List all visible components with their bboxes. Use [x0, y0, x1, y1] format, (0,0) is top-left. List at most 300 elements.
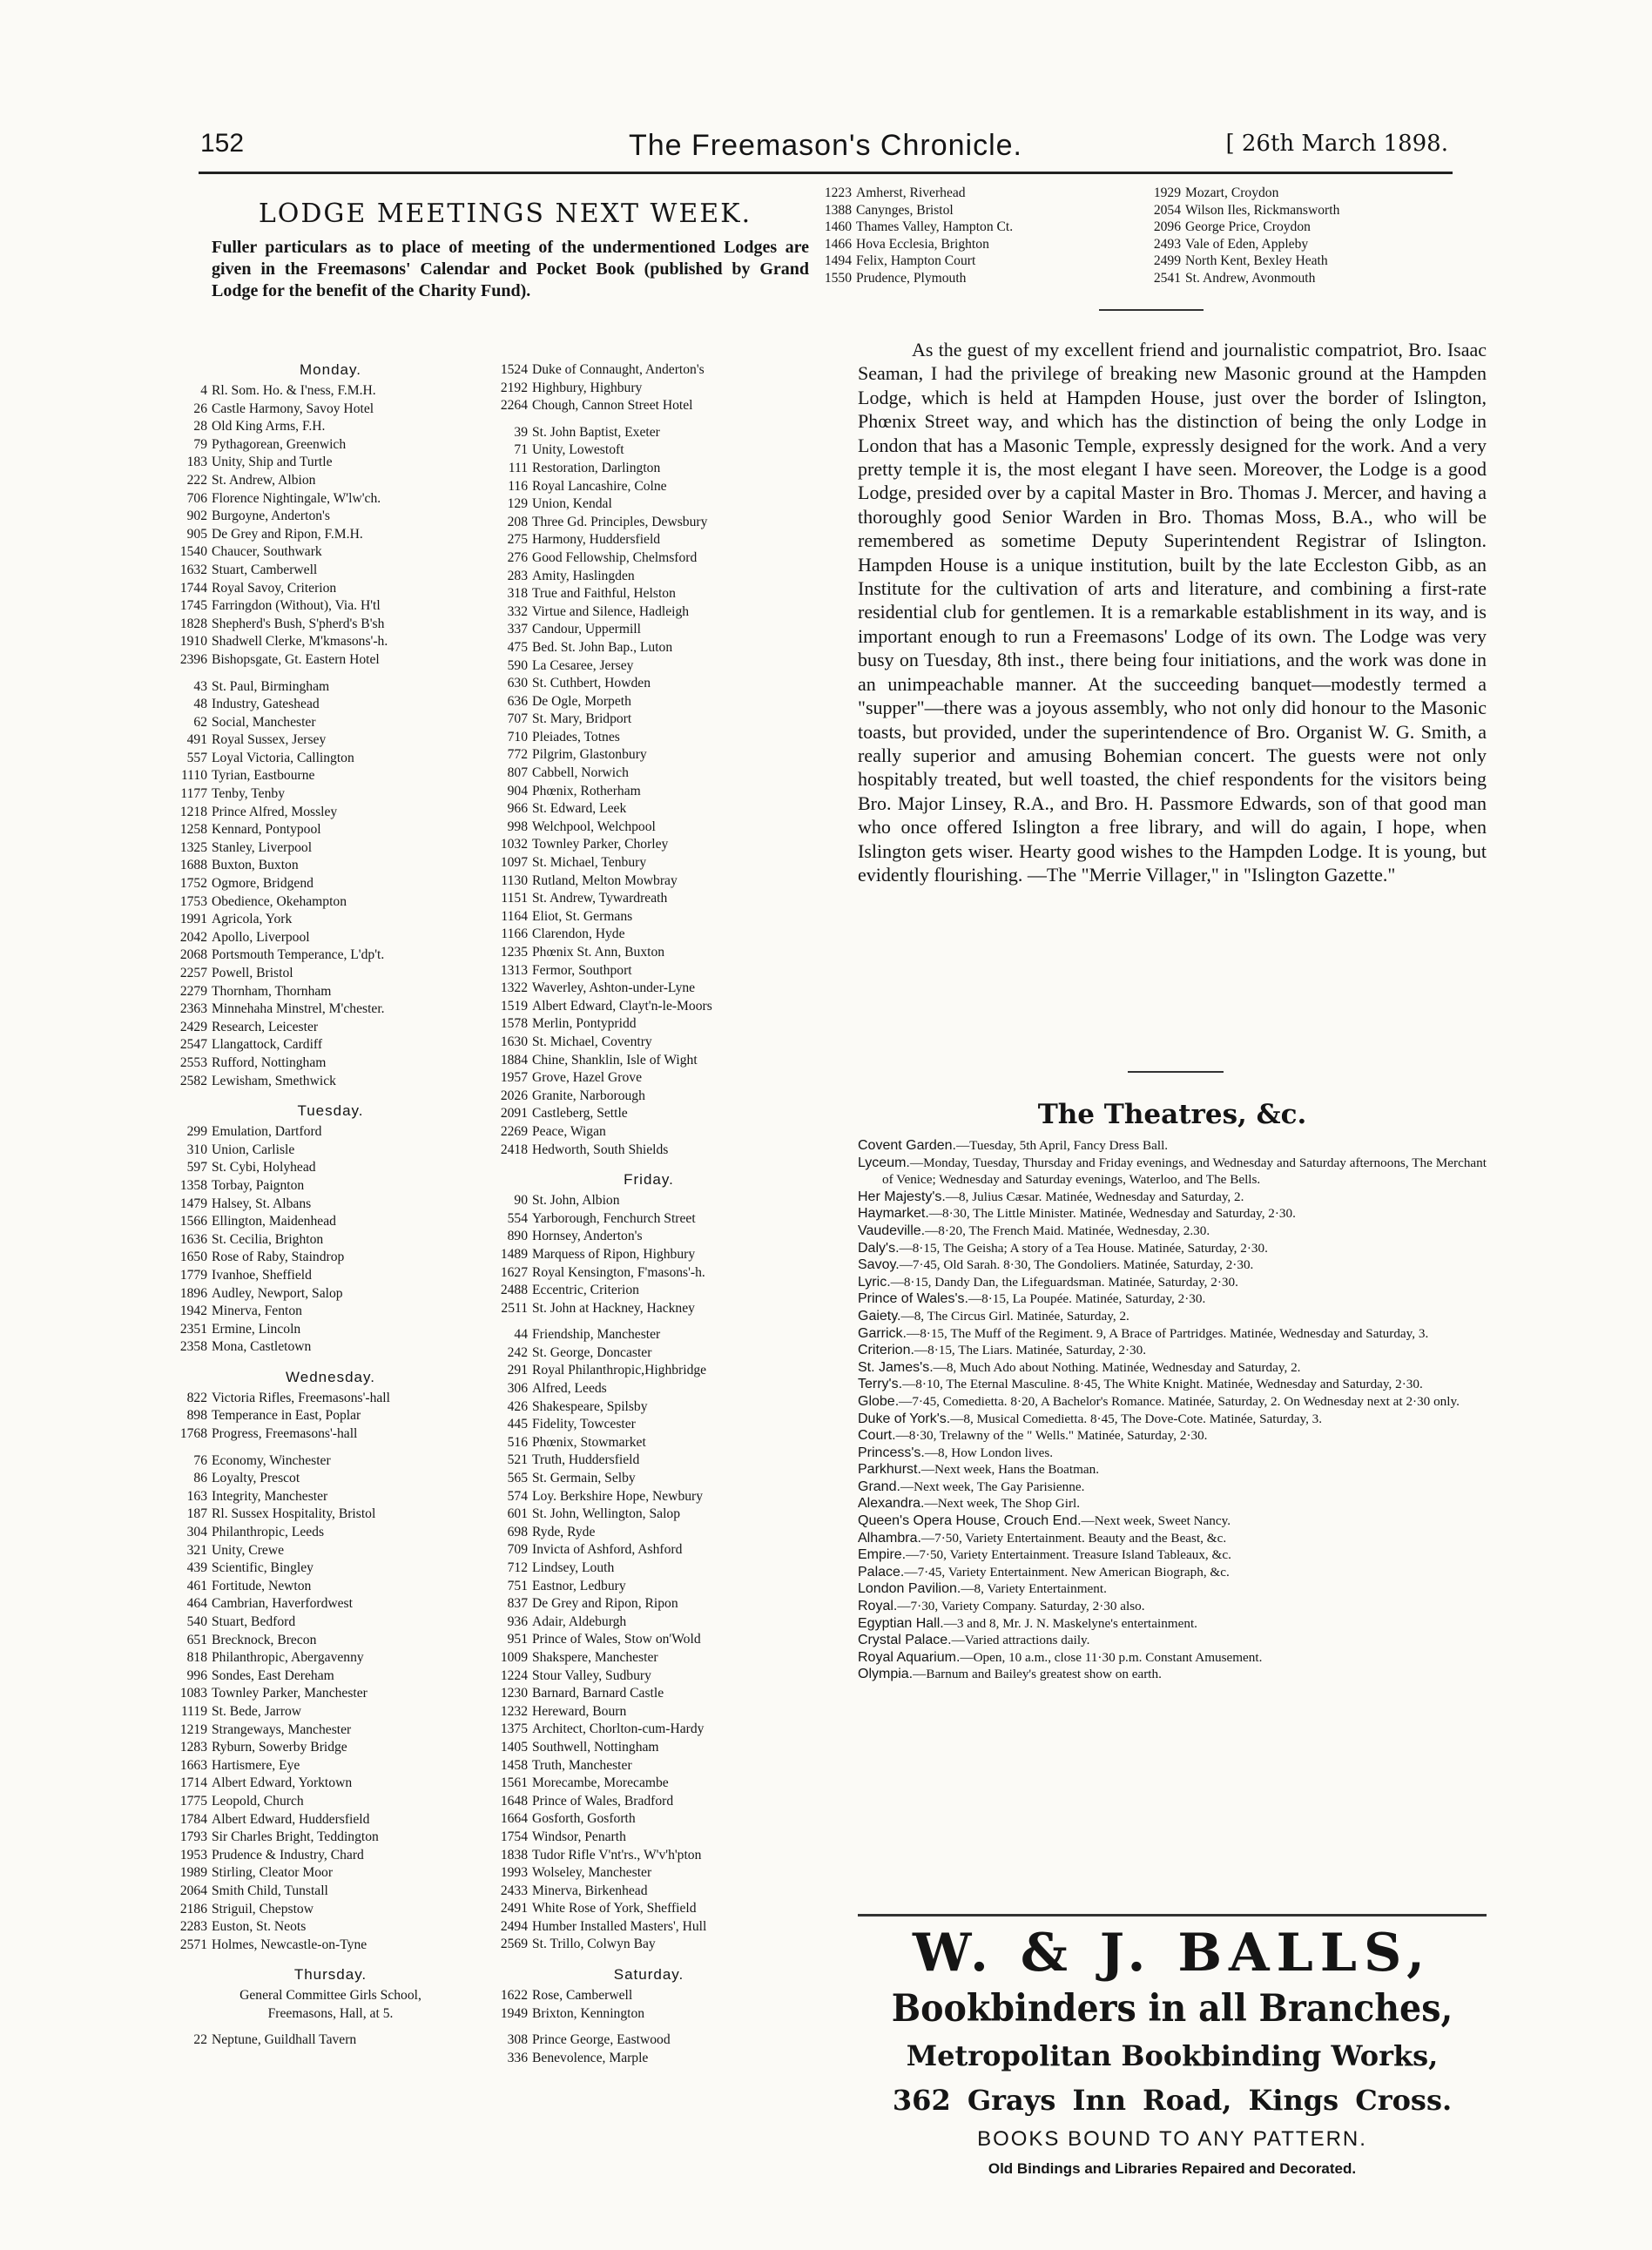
- lodge-name: Brixton, Kennington: [532, 2005, 645, 2021]
- lodge-name: Torbay, Paignton: [212, 1177, 305, 1193]
- lodge-name: Eccentric, Criterion: [532, 1283, 639, 1298]
- theatre-details: —7·45, Variety Entertainment. New American Biograph, &c.: [904, 1564, 1230, 1580]
- lodge-number: 1752: [179, 876, 207, 892]
- lodge-number: 1479: [179, 1196, 207, 1211]
- theatre-name: Globe.: [858, 1393, 900, 1409]
- lodge-number: 1993: [500, 1865, 528, 1881]
- lodge-entry: [488, 1264, 810, 1283]
- lodge-name: Southwell, Nottingham: [532, 1739, 659, 1755]
- lodge-name: Obedience, Okehampton: [212, 893, 347, 909]
- lodge-name: Llangattock, Cardiff: [212, 1037, 323, 1053]
- lodge-entry: [488, 1524, 810, 1542]
- lodge-entry: [488, 603, 810, 622]
- lodge-number: 26: [193, 401, 207, 416]
- lodge-entry: [167, 893, 494, 912]
- lodge-name: Thornham, Thornham: [212, 983, 332, 999]
- lodge-entry: [488, 380, 810, 398]
- lodge-name: Minerva, Birkenhead: [532, 1883, 648, 1898]
- day-heading: Monday.: [300, 361, 361, 378]
- lodge-entry: [488, 1703, 810, 1721]
- lodge-name: Grove, Hazel Grove: [532, 1070, 642, 1086]
- lodge-number: 2026: [500, 1088, 528, 1103]
- theatre-details: —Next week, Sweet Nancy.: [1081, 1513, 1231, 1529]
- lodge-name: Stuart, Camberwell: [212, 562, 318, 577]
- lodge-name: Cambrian, Haverfordwest: [212, 1596, 353, 1612]
- lodge-entry: [167, 1847, 494, 1865]
- lodge-name: Ryburn, Sowerby Bridge: [212, 1740, 347, 1755]
- lodge-entry: [167, 1407, 494, 1425]
- lodge-entry: [488, 1015, 810, 1034]
- lodge-name: Eastnor, Ledbury: [532, 1578, 626, 1593]
- lodge-name: Minerva, Fenton: [212, 1304, 302, 1319]
- lodge-entry: [488, 621, 810, 639]
- lodge-entry: [812, 253, 1160, 270]
- lodge-name: St. Bede, Jarrow: [212, 1703, 302, 1719]
- lodge-entry: [167, 1578, 494, 1596]
- lodge-entry: [167, 1303, 494, 1321]
- lodge-number: 283: [507, 568, 528, 583]
- lodge-name: Integrity, Manchester: [212, 1488, 328, 1504]
- lodge-number: 966: [507, 801, 528, 817]
- lodge-name: Bed. St. John Bap., Luton: [532, 639, 673, 655]
- lodge-name: Philanthropic, Abergavenny: [212, 1650, 364, 1666]
- lodge-name: Eliot, St. Germans: [532, 908, 633, 924]
- lodge-number: 951: [507, 1632, 528, 1647]
- theatre-listing: [858, 1461, 1487, 1479]
- lodge-entry: [1141, 270, 1489, 287]
- advert-company-name: W. & J. BALLS,: [912, 1923, 1433, 1984]
- lodge-number: 1283: [179, 1740, 207, 1755]
- lodge-name: De Ogle, Morpeth: [532, 693, 631, 709]
- lodge-entry: [488, 1757, 810, 1775]
- lodge-entry: [167, 1019, 494, 1037]
- lodge-number: 565: [507, 1471, 528, 1486]
- lodge-name: Fortitude, Newton: [212, 1578, 312, 1593]
- lodge-entry: [488, 746, 810, 765]
- lodge-name: Royal Sussex, Jersey: [212, 732, 327, 748]
- lodge-number: 129: [507, 496, 528, 512]
- lodge-name: Morecambe, Morecambe: [532, 1775, 669, 1791]
- lodge-entry: [488, 693, 810, 711]
- lodge-name: St. Andrew, Tywardreath: [532, 891, 668, 906]
- lodge-number: 1627: [500, 1264, 528, 1280]
- lodge-name: St. Cecilia, Brighton: [212, 1231, 324, 1247]
- theatre-listing: [858, 1359, 1487, 1377]
- lodge-number: 2283: [179, 1919, 207, 1935]
- lodge-name: Rose, Camberwell: [532, 1988, 633, 2004]
- lodge-number: 426: [507, 1398, 528, 1414]
- lodge-name: Rufford, Nottingham: [212, 1054, 327, 1070]
- lodge-name: Hereward, Bourn: [532, 1703, 627, 1719]
- lodge-name: Chough, Cannon Street Hotel: [532, 398, 693, 414]
- day-heading: Tuesday.: [297, 1102, 364, 1120]
- lodge-name: Fidelity, Towcester: [532, 1417, 636, 1432]
- lodge-entry: [167, 1213, 494, 1231]
- lodge-entry: [488, 944, 810, 962]
- lodge-name: Euston, St. Neots: [212, 1919, 307, 1935]
- lodge-entry: [488, 2050, 810, 2068]
- lodge-entry: [167, 1685, 494, 1703]
- theatre-details: —8·30, Trelawny of the " Wells." Matinée, Saturday, 2·30.: [895, 1428, 1208, 1444]
- theatre-name: Egyptian Hall.: [858, 1615, 944, 1631]
- lodge-name: Hova Ecclesia, Brighton: [856, 236, 989, 252]
- lodge-name: Cabbell, Norwich: [532, 765, 629, 781]
- lodge-name: Leopold, Church: [212, 1793, 304, 1809]
- lodge-entry: [812, 219, 1160, 236]
- day-heading: Wednesday.: [286, 1368, 375, 1385]
- theatre-name: Her Majesty's.: [858, 1189, 946, 1204]
- lodge-number: 1744: [179, 580, 207, 596]
- lodge-name: Phœnix, Stowmarket: [532, 1434, 646, 1450]
- lodge-number: 1325: [179, 839, 207, 855]
- lodge-number: 187: [186, 1506, 207, 1522]
- lodge-column-2: [488, 361, 810, 2067]
- lodge-number: 90: [514, 1193, 528, 1209]
- lodge-entry: [488, 1105, 810, 1123]
- lodge-number: 2433: [500, 1883, 528, 1898]
- lodge-entry: [488, 1398, 810, 1417]
- theatre-name: Haymarket.: [858, 1206, 929, 1222]
- lodge-number: 2396: [179, 651, 207, 667]
- lodge-name: Albert Edward, Huddersfield: [212, 1811, 370, 1827]
- lodge-entry: [488, 441, 810, 460]
- lodge-name: Waverley, Ashton-under-Lyne: [532, 980, 696, 996]
- theatre-details: —8, Julius Cæsar. Matinée, Wednesday and Saturday, 2.: [945, 1189, 1244, 1204]
- lodge-number: 905: [186, 526, 207, 542]
- theatre-listing: [858, 1580, 1487, 1598]
- lodge-name: Sondes, East Dereham: [212, 1667, 334, 1683]
- lodge-name: Benevolence, Marple: [532, 2050, 649, 2065]
- lodge-name: Royal Philanthropic,Highbridge: [532, 1363, 707, 1378]
- theatre-details: —Barnum and Bailey's greatest show on earth.: [913, 1667, 1162, 1682]
- lodge-name: Shakspere, Manchester: [532, 1649, 658, 1665]
- lodge-number: 1166: [501, 926, 528, 942]
- lodge-name: Smith Child, Tunstall: [212, 1883, 328, 1898]
- page-header: [199, 129, 1453, 174]
- theatre-listing: [858, 1189, 1487, 1206]
- lodge-name: St. John Baptist, Exeter: [532, 424, 660, 440]
- lodge-entry: [167, 562, 494, 580]
- lodge-name: Welchpool, Welchpool: [532, 818, 656, 834]
- lodge-entry: [167, 1775, 494, 1793]
- lodge-entry: [488, 1649, 810, 1667]
- lodge-entry: [488, 926, 810, 944]
- lodge-entry: [167, 1425, 494, 1444]
- lodge-number: 2582: [179, 1073, 207, 1088]
- lodge-entry: [167, 1560, 494, 1578]
- theatre-details: —Monday, Tuesday, Thursday and Friday evenings, and Wednesday and Saturday afternoons, The Merchant of Venice; Wednesday and Saturday evenings, Waterloo, and The Bells.: [882, 1155, 1487, 1188]
- lodge-number: 1218: [179, 804, 207, 819]
- theatre-name: Royal.: [858, 1599, 898, 1614]
- theatre-details: —8·10, The Eternal Masculine. 8·45, The White Knight. Matinée, Wednesday and Saturday, 2·30.: [902, 1377, 1423, 1392]
- theatre-details: —8·15, The Liars. Matinée, Saturday, 2·30.: [914, 1343, 1147, 1358]
- lodge-entry: [167, 1667, 494, 1686]
- lodge-name: Unity, Lowestoft: [532, 442, 624, 458]
- lodge-number: 1793: [179, 1829, 207, 1845]
- theatre-details: —8, Variety Entertainment.: [961, 1581, 1107, 1597]
- lodge-entry: [167, 1613, 494, 1632]
- lodge-number: 601: [507, 1506, 528, 1522]
- lodge-number: 461: [186, 1578, 207, 1593]
- theatre-listing: [858, 1495, 1487, 1512]
- lodge-name: Pleiades, Totnes: [532, 729, 620, 744]
- lodge-name: St. Cuthbert, Howden: [532, 676, 651, 691]
- theatre-listing: [858, 1205, 1487, 1223]
- theatre-name: Grand.: [858, 1479, 900, 1494]
- lodge-entry: [167, 382, 494, 401]
- meeting-note: General Committee Girls School,: [239, 1988, 421, 2004]
- lodge-name: Pilgrim, Glastonbury: [532, 747, 647, 763]
- lodge-name: Economy, Winchester: [212, 1452, 331, 1468]
- lodge-name: Audley, Newport, Salop: [212, 1285, 343, 1301]
- issue-date: [ 26th March 1898.: [1225, 131, 1448, 157]
- lodge-continuation-left: [812, 185, 1160, 287]
- lodge-entry: [488, 585, 810, 603]
- lodge-entry: [167, 401, 494, 419]
- theatre-listing: [858, 1632, 1487, 1649]
- lodge-entry: [167, 1488, 494, 1506]
- lodge-number: 1910: [179, 634, 207, 650]
- lodge-number: 1151: [501, 891, 528, 906]
- theatre-name: Garrick.: [858, 1325, 907, 1341]
- lodge-entry: [167, 472, 494, 490]
- lodge-name: Lewisham, Smethwick: [212, 1073, 336, 1088]
- lodge-number: 651: [186, 1632, 207, 1647]
- lodge-name: Brecknock, Brecon: [212, 1632, 317, 1647]
- lodge-name: Royal Kensington, F'masons'-h.: [532, 1264, 705, 1280]
- lodge-entry: [167, 1793, 494, 1811]
- lodge-number: 1224: [500, 1667, 528, 1683]
- theatre-name: Duke of York's.: [858, 1411, 951, 1426]
- lodge-name: Neptune, Guildhall Tavern: [212, 2032, 357, 2048]
- lodge-entry: [488, 2005, 810, 2024]
- theatre-listing: [858, 1155, 1487, 1189]
- lodge-number: 1768: [179, 1426, 207, 1442]
- lodge-name: Sir Charles Bright, Teddington: [212, 1829, 379, 1845]
- lodge-name: Burgoyne, Anderton's: [212, 509, 330, 524]
- lodge-entry: [167, 633, 494, 651]
- lodge-entry: [488, 1192, 810, 1210]
- theatre-listing: [858, 1393, 1487, 1411]
- lodge-name: Prince of Wales, Bradford: [532, 1793, 674, 1809]
- theatre-name: Prince of Wales's.: [858, 1291, 968, 1307]
- lodge-entry: [167, 911, 494, 929]
- theatre-name: Covent Garden.: [858, 1138, 956, 1153]
- lodge-number: 707: [507, 711, 528, 727]
- lodge-number: 2269: [500, 1123, 528, 1139]
- lodge-number: 71: [514, 442, 528, 458]
- lodge-name: Stour Valley, Sudbury: [532, 1667, 651, 1683]
- lodge-number: 308: [507, 2032, 528, 2048]
- lodge-entry: [167, 1142, 494, 1160]
- publication-title: The Freemason's Chronicle.: [629, 129, 1022, 162]
- theatre-details: —Tuesday, 5th April, Fancy Dress Ball.: [955, 1138, 1169, 1153]
- lodge-number: 2358: [179, 1339, 207, 1355]
- article-rule: [1128, 1071, 1224, 1073]
- lodge-name: Phœnix St. Ann, Buxton: [532, 945, 665, 960]
- theatre-details: —8·30, The Little Minister. Matinée, Wednesday and Saturday, 2·30.: [928, 1206, 1296, 1222]
- lodge-entry: [488, 1739, 810, 1757]
- lodge-name: St. Cybi, Holyhead: [212, 1160, 316, 1176]
- theatre-name: Vaudeville.: [858, 1223, 926, 1238]
- theatre-details: —Next week, The Shop Girl.: [924, 1496, 1081, 1512]
- lodge-name: St. Michael, Tenbury: [532, 855, 647, 871]
- lodge-entry: [167, 839, 494, 858]
- theatre-listing: [858, 1223, 1487, 1240]
- lodge-meetings-heading: LODGE MEETINGS NEXT WEEK.: [258, 199, 752, 229]
- lodge-entry: [488, 1326, 810, 1344]
- lodge-entry: [488, 1721, 810, 1739]
- lodge-number: 590: [507, 657, 528, 673]
- lodge-entry: [488, 1506, 810, 1524]
- lodge-entry: [167, 1721, 494, 1740]
- lodge-number: 2192: [500, 380, 528, 395]
- lodge-entry: [167, 1883, 494, 1901]
- lodge-entry: [488, 1631, 810, 1649]
- lodge-entry: [488, 980, 810, 998]
- lodge-number: 890: [507, 1229, 528, 1244]
- lodge-name: Social, Manchester: [212, 714, 316, 730]
- lodge-number: 2264: [500, 398, 528, 414]
- lodge-name: St. Mary, Bridport: [532, 711, 632, 727]
- lodge-number: 111: [508, 460, 528, 475]
- lodge-entry: [812, 270, 1160, 287]
- lodge-number: 1119: [180, 1703, 207, 1719]
- lodge-number: 222: [186, 472, 207, 488]
- theatre-listing: [858, 1649, 1487, 1667]
- lodge-name: Union, Kendal: [532, 496, 612, 512]
- theatre-name: Olympia.: [858, 1667, 914, 1682]
- theatre-details: —8·20, The French Maid. Matinée, Wednesday, 2.30.: [925, 1223, 1210, 1238]
- lodge-entry: [488, 836, 810, 854]
- theatre-name: Court.: [858, 1428, 896, 1444]
- lodge-entry: [488, 1470, 810, 1488]
- lodge-name: Union, Carlisle: [212, 1142, 295, 1157]
- lodge-name: St. Andrew, Albion: [212, 472, 316, 488]
- lodge-name: Amity, Haslingden: [532, 568, 635, 583]
- lodge-number: 1632: [179, 562, 207, 577]
- lodge-entry: [167, 526, 494, 544]
- lodge-entry: [488, 1810, 810, 1829]
- theatre-name: Parkhurst.: [858, 1462, 921, 1478]
- theatre-name: Lyceum.: [858, 1155, 910, 1170]
- theatre-listing: [858, 1274, 1487, 1291]
- lodge-entry: [167, 418, 494, 436]
- lodge-entry: [167, 436, 494, 455]
- lodge-name: Fermor, Southport: [532, 962, 632, 978]
- lodge-name: Farringdon (Without), Via. H'tl: [212, 598, 381, 614]
- lodge-number: 1828: [179, 616, 207, 631]
- lodge-number: 2499: [1153, 253, 1181, 269]
- lodge-entry: [167, 821, 494, 839]
- theatre-listing: [858, 1325, 1487, 1343]
- lodge-name: Restoration, Darlington: [532, 460, 661, 475]
- lodge-number: 1223: [824, 185, 852, 200]
- lodge-entry: [167, 1829, 494, 1847]
- theatre-details: —7·45, Comedietta. 8·20, A Bachelor's Romance. Matinée, Saturday, 2. On Wednesday next at 2·30 only.: [899, 1393, 1460, 1409]
- lodge-number: 2186: [179, 1901, 207, 1917]
- hampden-lodge-article: As the guest of my excellent friend and journalistic compatriot, Bro. Isaac Seaman, I had the privilege of breaking new Masonic ground at the Hampden Lodge, which is held at Hampden House, just over the border of Islington, Phœnix Street way, and which has the distinction of being the only Lodge in London that has a Masonic Temple, expressly designed for the work. And a very pretty temple it is, the most elegant I have seen. Moreover, the Lodge is a good Lodge, presided over by a capital Master in Bro. Thomas J. Mercer, and having a thoroughly good Senior Warden in Bro. Thomas Moss, B.A., who will be remembered as sometime Deputy Superintendent Registrar of Islington. Hampden House is a unique institution, built by the late Eccleston Gibb, as an Institute for the cultivation of arts and literature, and combining a first-rate residential club for gentlemen. It is a remarkable establishment in its way, and is important enough to run a Freemasons' Lodge of its own. The Lodge was very busy on Tuesday, 8th inst., there being four initiations, and the work was done in an unimpeachable manner. At the succeeding banquet—modestly termed a "supper"—there was a joyous assembly, who not only did honour to the Masonic toasts, but provided, under the superintendence of Bro. Organist W. G. Smith, a really superior and amusing Bohemian concert. The guests were not only hospitably treated, but well toasted, the chief respondents for the visitors being Bro. Major Linsey, R.A., and Bro. H. Passmore Edwards, son of that good man who once offered Islington a free library, and will do again, I hope, when Islington gets wiser. Hearty good wishes to the Hampden Lodge. It is young, but evidently flourishing. —The "Merrie Villager," in "Islington Gazette.": [858, 339, 1487, 886]
- theatre-details: —8·15, The Muff of the Regiment. 9, A Brace of Partridges. Matinée, Wednesday and Saturday, 3.: [907, 1325, 1429, 1341]
- theatre-listing: [858, 1342, 1487, 1359]
- lodge-name: Stanley, Liverpool: [212, 839, 313, 855]
- lodge-number: 516: [507, 1434, 528, 1450]
- lodge-number: 2571: [179, 1937, 207, 1952]
- lodge-entry: [488, 1900, 810, 1918]
- lodge-name: Portsmouth Temperance, L'dp't.: [212, 947, 385, 963]
- lodge-entry: [167, 731, 494, 750]
- lodge-number: 904: [507, 783, 528, 798]
- lodge-number: 1566: [179, 1214, 207, 1229]
- lodge-name: Unity, Ship and Turtle: [212, 455, 333, 470]
- lodge-number: 1754: [500, 1829, 528, 1844]
- lodge-number: 2363: [179, 1001, 207, 1017]
- lodge-entry: [1141, 253, 1489, 270]
- lodge-entry: [488, 1069, 810, 1088]
- lodge-name: Striguil, Chepstow: [212, 1901, 314, 1917]
- lodge-number: 44: [514, 1327, 528, 1343]
- lodge-name: Royal Savoy, Criterion: [212, 580, 337, 596]
- lodge-entry: [167, 1757, 494, 1775]
- meeting-note: Freemasons, Hall, at 5.: [267, 2005, 394, 2021]
- lodge-entry: [167, 750, 494, 768]
- lodge-number: 48: [193, 697, 207, 712]
- lodge-number: 630: [507, 676, 528, 691]
- lodge-name: Unity, Crewe: [212, 1542, 285, 1558]
- theatre-details: —8, Musical Comedietta. 8·45, The Dove-Cote. Matinée, Saturday, 3.: [950, 1411, 1323, 1426]
- lodge-name: St. Germain, Selby: [532, 1471, 636, 1486]
- lodge-name: St. Trillo, Colwyn Bay: [532, 1937, 656, 1952]
- lodge-entry: [488, 478, 810, 496]
- theatre-name: Gaiety.: [858, 1308, 901, 1324]
- lodge-name: Prince of Wales, Stow on'Wold: [532, 1632, 701, 1647]
- lodge-number: 1753: [179, 893, 207, 909]
- theatre-listing: [858, 1137, 1487, 1155]
- lodge-name: Ivanhoe, Sheffield: [212, 1267, 312, 1283]
- lodge-name: Castleberg, Settle: [532, 1106, 628, 1122]
- lodge-entry: [167, 1811, 494, 1829]
- lodge-entry: [488, 1034, 810, 1052]
- theatre-details: —7·50, Variety Entertainment. Beauty and the Beast, &c.: [920, 1530, 1227, 1546]
- lodge-number: 336: [507, 2050, 528, 2065]
- lodge-number: 1775: [179, 1793, 207, 1809]
- lodge-entry: [167, 1390, 494, 1408]
- lodge-entry: [167, 651, 494, 670]
- lodge-entry: [167, 543, 494, 562]
- lodge-entry: [167, 678, 494, 697]
- balls-advertisement: [858, 1923, 1487, 2182]
- lodge-number: 275: [507, 532, 528, 548]
- lodge-name: Highbury, Highbury: [532, 380, 643, 395]
- lodge-entry: [488, 1829, 810, 1847]
- lodge-number: 1578: [500, 1016, 528, 1032]
- lodge-name: Rutland, Melton Mowbray: [532, 872, 678, 888]
- lodge-name: Truth, Manchester: [532, 1757, 632, 1773]
- lodge-entry: [488, 1560, 810, 1578]
- lodge-number: 242: [507, 1344, 528, 1360]
- lodge-name: Kennard, Pontypool: [212, 822, 321, 838]
- theatre-name: London Pavilion.: [858, 1581, 961, 1597]
- advert-trade: Bookbinders in all Branches,: [891, 1987, 1453, 2031]
- lodge-name: Holmes, Newcastle-on-Tyne: [212, 1937, 367, 1952]
- lodge-name: Emulation, Dartford: [212, 1124, 322, 1140]
- lodge-entry: [488, 1793, 810, 1811]
- lodge-name: Scientific, Bingley: [212, 1560, 314, 1576]
- lodge-name: Progress, Freemasons'-hall: [212, 1426, 358, 1442]
- theatre-details: —8·15, The Geisha; A story of a Tea House. Matinée, Saturday, 2·30.: [899, 1240, 1268, 1256]
- day-heading: Saturday.: [613, 1966, 684, 1984]
- lodge-number: 1561: [500, 1775, 528, 1791]
